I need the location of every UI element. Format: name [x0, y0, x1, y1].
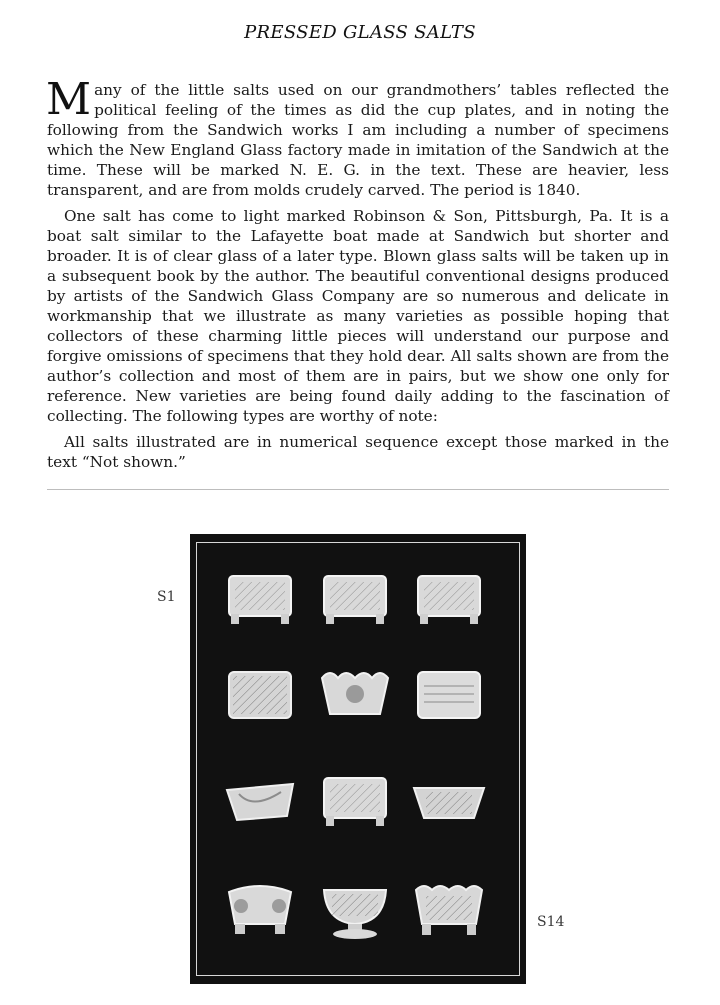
paragraph-2: One salt has come to light marked Robinson & Son, Pittsburgh, Pa. It is a boat salt similar to the Lafayette boat made at Sandwich but shorter and broader. It is of clear glass of a later type. Blown glass salts will be taken up in a subsequent book by the author. The beautiful conventional designs produced by artists of the Sandwich Glass Company are so numerous and delicate in workmanship that we illustrate as many varieties as possible hoping that collectors of these charming little pieces will understand our purpose and forgive omissions of specimens that they hold dear. All salts shown are from the author’s collection and most of them are in pairs, but we show one only for reference. New varieties are being found daily adding to the fascination of collecting. The following types are worthy of note:: [47, 207, 669, 425]
salt-specimen: [223, 664, 297, 728]
drop-cap: M: [46, 74, 92, 125]
salt-specimen: [412, 664, 486, 728]
salt-specimen: [223, 770, 297, 834]
label-s1: S1: [157, 589, 176, 605]
section-divider: [47, 489, 669, 490]
salt-specimen: [318, 664, 392, 728]
salt-specimen: [318, 568, 392, 632]
paragraph-1-text: any of the little salts used on our grandmothers’ tables reflected the political feeling of the times as did the cup plates, and in noting the following from the Sandwich works I am including a number of specimens which the New England Glass factory made in imitation of the Sandwich at the time. These will be marked N. E. G. in the text. These are heavier, less transparent, and are from molds crudely carved. The period is 1840.: [47, 81, 669, 199]
salt-specimen: [318, 770, 392, 834]
salt-specimen: [412, 878, 486, 942]
paragraph-3: All salts illustrated are in numerical sequence except those marked in the text “Not shown.”: [47, 433, 669, 471]
salt-specimen: [223, 568, 297, 632]
salt-specimen: [412, 568, 486, 632]
salt-specimen: [412, 770, 486, 834]
salt-specimen: [223, 878, 297, 942]
label-s14: S14: [537, 914, 565, 930]
page-title: PRESSED GLASS SALTS: [244, 22, 476, 43]
body-text: [46, 74, 669, 478]
paragraph-1: [46, 74, 669, 200]
salts-photo-plate: [190, 534, 526, 984]
salt-specimen: [318, 878, 392, 942]
